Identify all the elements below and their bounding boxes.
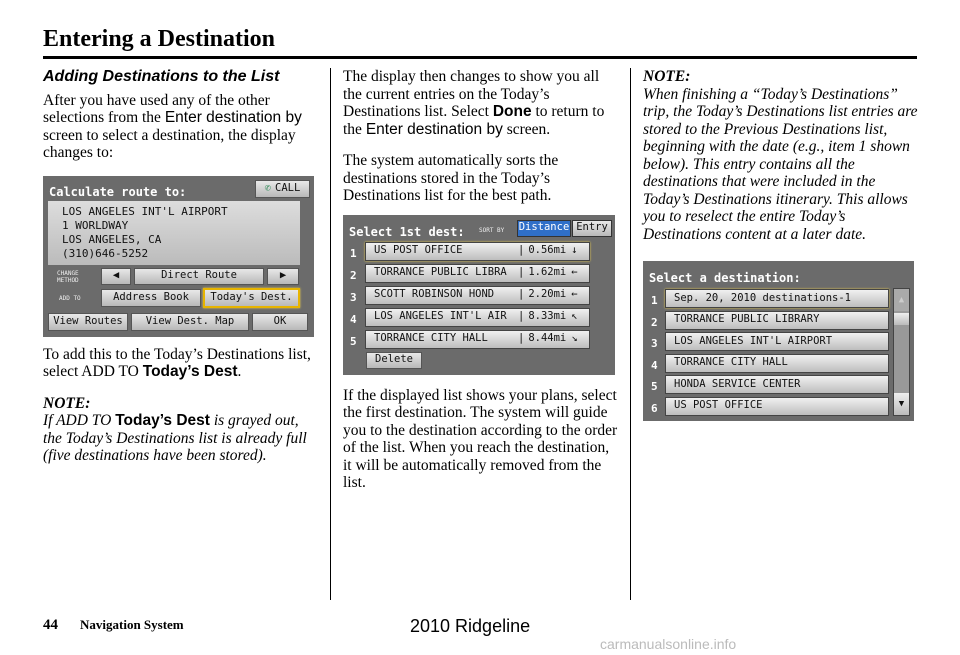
column-1 — [43, 68, 318, 479]
note-text: When finishing a “Today’s Destinations” trip, the Today’s Destinations list entries are stored to the Previous Destinations list, beginning with the date (e.g., item 1 shown below). This entry contains all the destinations that were included in the Today’s Destinations itinerary. This allows you to reselect the entire Today’s Destinations content at a later date. — [643, 85, 918, 243]
separator: | — [518, 288, 525, 301]
destination-name: LOS ANGELES INT'L AIR — [374, 310, 507, 323]
note-label: NOTE: — [43, 394, 91, 412]
destination-name: SCOTT ROBINSON HOND — [374, 288, 495, 301]
direction-arrow-icon: ↘ — [571, 332, 578, 345]
text: is grayed out, the Today’s Destinations list is already full (five destinations have been stored). — [43, 412, 307, 464]
text: . — [237, 363, 242, 380]
direction-arrow-icon: ← — [571, 288, 578, 301]
sort-distance-tab[interactable]: Distance — [517, 220, 571, 237]
scroll-up-icon[interactable]: ▲ — [894, 289, 909, 311]
phone-icon: ✆ — [264, 181, 272, 194]
direction-arrow-icon: ↖ — [571, 310, 578, 323]
ui-term: Done — [492, 103, 532, 120]
section-heading: Adding Destinations to the List — [43, 68, 280, 85]
screen-title: Select a destination: — [649, 271, 801, 285]
destination-row[interactable]: Sep. 20, 2010 destinations-1 — [665, 289, 889, 308]
footer-label: Navigation System — [80, 617, 184, 632]
ui-term: Today’s Dest — [115, 412, 210, 429]
direction-arrow-icon: ← — [571, 266, 578, 279]
page-title: Entering a Destination — [43, 26, 276, 52]
destination-row[interactable] — [365, 242, 590, 261]
note-text — [43, 412, 318, 465]
row-number: 1 — [350, 246, 357, 260]
screen-select-destination — [643, 261, 914, 421]
row-number: 5 — [651, 380, 658, 393]
call-button[interactable] — [255, 180, 310, 198]
row-number: 5 — [350, 334, 357, 348]
scroll-thumb[interactable] — [894, 313, 909, 325]
next-method-button[interactable] — [267, 268, 299, 285]
scrollbar[interactable] — [893, 288, 910, 416]
text: screen. — [502, 120, 551, 138]
destination-row[interactable]: TORRANCE CITY HALL — [665, 354, 889, 373]
row-number: 3 — [651, 337, 658, 350]
destination-row[interactable] — [365, 308, 590, 327]
delete-button[interactable]: Delete — [366, 352, 422, 369]
text: If ADD TO — [43, 412, 116, 429]
page-number: 44 — [43, 617, 58, 633]
ui-term: Today’s Dest — [142, 363, 238, 380]
direction-arrow-icon: ↓ — [571, 244, 578, 257]
separator: | — [518, 266, 525, 279]
destination-info — [48, 201, 300, 265]
column-divider — [330, 68, 331, 600]
screen-select-first-dest — [343, 215, 615, 375]
distance-value: 8.33mi — [528, 310, 567, 323]
paragraph-intro — [43, 92, 318, 162]
destination-row[interactable] — [365, 264, 590, 283]
row-number: 4 — [651, 358, 658, 372]
destination-row[interactable]: HONDA SERVICE CENTER — [665, 375, 889, 394]
column-divider — [630, 68, 631, 600]
distance-value: 0.56mi — [528, 244, 567, 257]
distance-value: 8.44mi — [528, 332, 567, 345]
dest-name: LOS ANGELES INT'L AIRPORT — [62, 204, 228, 218]
watermark: carmanualsonline.info — [600, 636, 737, 652]
view-routes-button[interactable]: View Routes — [48, 313, 128, 331]
screen-title: Select 1st dest: — [349, 224, 465, 239]
text: After you have used any of the other selections from the — [43, 91, 270, 126]
destination-name: TORRANCE CITY HALL — [374, 332, 488, 345]
destination-row[interactable]: TORRANCE PUBLIC LIBRARY — [665, 311, 889, 330]
text: The display then changes to show you all the current entries on the Today’s Destinations list. Select — [343, 68, 600, 120]
destination-row[interactable]: LOS ANGELES INT'L AIRPORT — [665, 332, 889, 351]
screen-calculate-route — [43, 176, 314, 337]
separator: | — [518, 310, 525, 323]
column-3 — [643, 68, 918, 421]
distance-value: 1.62mi — [528, 266, 567, 279]
text: To add this to the Today’s Destinations list, select ADD TO — [43, 345, 311, 380]
change-method-label: CHANGE METHOD — [57, 269, 79, 284]
dest-phone: (310)646-5252 — [62, 246, 149, 260]
distance-value: 2.20mi — [528, 288, 567, 301]
paragraph-sort: The system automatically sorts the destinations stored in the Today’s Destinations list for the best path. — [343, 152, 559, 204]
prev-method-button[interactable] — [101, 268, 131, 285]
right-arrow-icon: ▶ — [279, 269, 287, 282]
destination-row[interactable] — [365, 286, 590, 305]
row-number: 1 — [651, 294, 658, 307]
view-dest-map-button[interactable]: View Dest. Map — [131, 313, 249, 331]
paragraph-add — [43, 346, 318, 381]
paragraph-guide: If the displayed list shows your plans, select the first destination. The system will guide you to the destination according to the order of the list. When you reach the destination, it will be automatically removed from the list. — [343, 386, 618, 491]
call-label: CALL — [275, 181, 301, 194]
row-number: 3 — [350, 290, 357, 304]
text: to return to the — [343, 103, 605, 138]
column-2 — [343, 68, 618, 506]
text: screen to select a destination, the display changes to: — [43, 126, 296, 161]
separator: | — [518, 332, 525, 345]
paragraph-list — [343, 68, 618, 138]
model-name: 2010 Ridgeline — [410, 616, 531, 636]
scroll-down-icon[interactable]: ▼ — [894, 393, 909, 415]
address-book-button[interactable]: Address Book — [101, 289, 201, 307]
sort-by-label: SORT BY — [479, 226, 505, 234]
ui-term: Enter destination by — [365, 120, 503, 138]
row-number: 6 — [651, 401, 658, 415]
title-rule — [43, 56, 917, 59]
dest-city: LOS ANGELES, CA — [62, 232, 162, 246]
screen-title: Calculate route to: — [49, 184, 187, 199]
row-number: 4 — [350, 312, 357, 326]
destination-name: TORRANCE PUBLIC LIBRA — [374, 266, 507, 279]
destination-name: US POST OFFICE — [374, 244, 463, 257]
left-arrow-icon: ◀ — [112, 269, 120, 282]
ok-button[interactable]: OK — [252, 313, 308, 331]
row-number: 2 — [651, 315, 658, 329]
separator: | — [518, 244, 525, 257]
row-number: 2 — [350, 268, 357, 282]
dest-address: 1 WORLDWAY — [62, 218, 129, 232]
note-label: NOTE: — [643, 68, 691, 85]
ui-term: Enter destination by — [164, 109, 302, 126]
sort-entry-tab[interactable]: Entry — [572, 220, 612, 237]
todays-dest-button[interactable]: Today's Dest. — [203, 288, 300, 308]
destination-row[interactable] — [365, 330, 590, 349]
destination-row[interactable]: US POST OFFICE — [665, 397, 889, 416]
route-method-button[interactable]: Direct Route — [134, 268, 264, 285]
add-to-label: ADD TO — [59, 294, 81, 302]
